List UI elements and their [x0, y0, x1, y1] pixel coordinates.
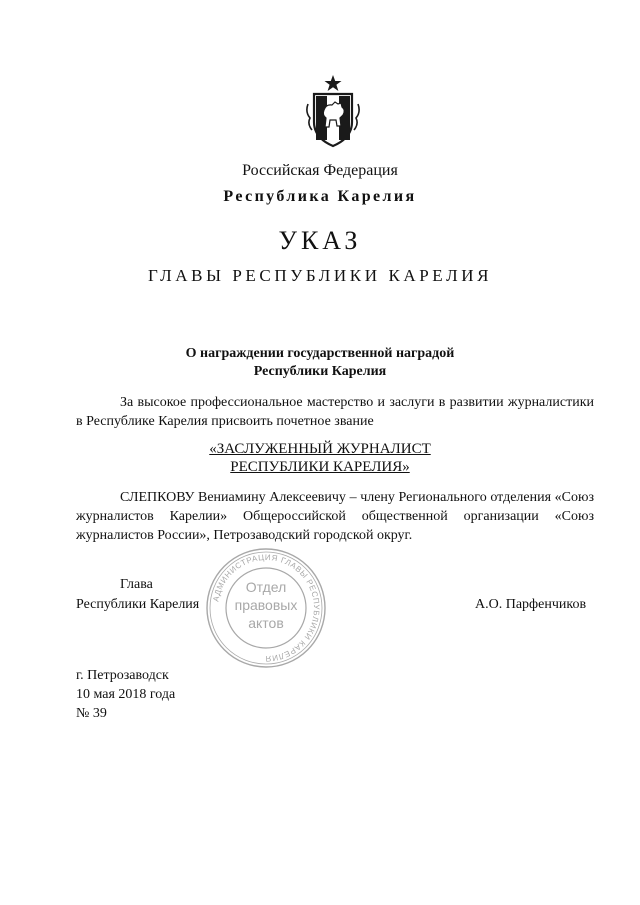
- republic-name: Республика Карелия: [223, 188, 417, 205]
- issue-date: 10 мая 2018 года: [76, 687, 176, 702]
- stamp-inner-line-1: Отдел: [245, 579, 287, 595]
- decree-footer: [76, 666, 175, 723]
- decree-paragraph-2: СЛЕПКОВУ Вениамину Алексеевичу – члену Регионального отделения «Союз журналистов Карелии» Общероссийской общественной организации «Союз журналистов России», Петрозаводский городской округ.: [76, 490, 594, 543]
- stamp-inner-line-3: актов: [248, 615, 284, 631]
- coat-of-arms-emblem: [302, 74, 364, 148]
- subject-line-1: О награждении государственной наградой: [185, 346, 455, 361]
- signatory-name: А.О. Парфенчиков: [475, 597, 587, 612]
- country-name: Российская Федерация: [242, 162, 398, 179]
- star-icon: [325, 75, 342, 91]
- decree-number: № 39: [76, 706, 107, 721]
- stamp-inner-line-2: правовых: [234, 597, 298, 613]
- decree-subject: [0, 345, 640, 381]
- decree-paragraph-1: За высокое профессиональное мастерство и заслуги в развитии журналистики в Республике Карелия присвоить почетное звание: [76, 395, 594, 429]
- department-stamp: [204, 546, 328, 670]
- subject-line-2: Республики Карелия: [253, 364, 387, 379]
- document-type-title: УКАЗ: [278, 226, 362, 255]
- issue-city: г. Петрозаводск: [76, 668, 169, 683]
- document-issuer: ГЛАВЫ РЕСПУБЛИКИ КАРЕЛИЯ: [147, 266, 493, 285]
- honorary-title-line-2: РЕСПУБЛИКИ КАРЕЛИЯ»: [230, 459, 410, 475]
- signature-position-line-2: Республики Карелия: [76, 597, 200, 612]
- signature-position-line-1: Глава: [120, 577, 153, 592]
- honorary-title-line-1: «ЗАСЛУЖЕННЫЙ ЖУРНАЛИСТ: [209, 441, 431, 457]
- honorary-title: [0, 440, 640, 476]
- stamp-ring-text: АДМИНИСТРАЦИЯ ГЛАВЫ РЕСПУБЛИКИ КАРЕЛИЯ: [211, 552, 322, 664]
